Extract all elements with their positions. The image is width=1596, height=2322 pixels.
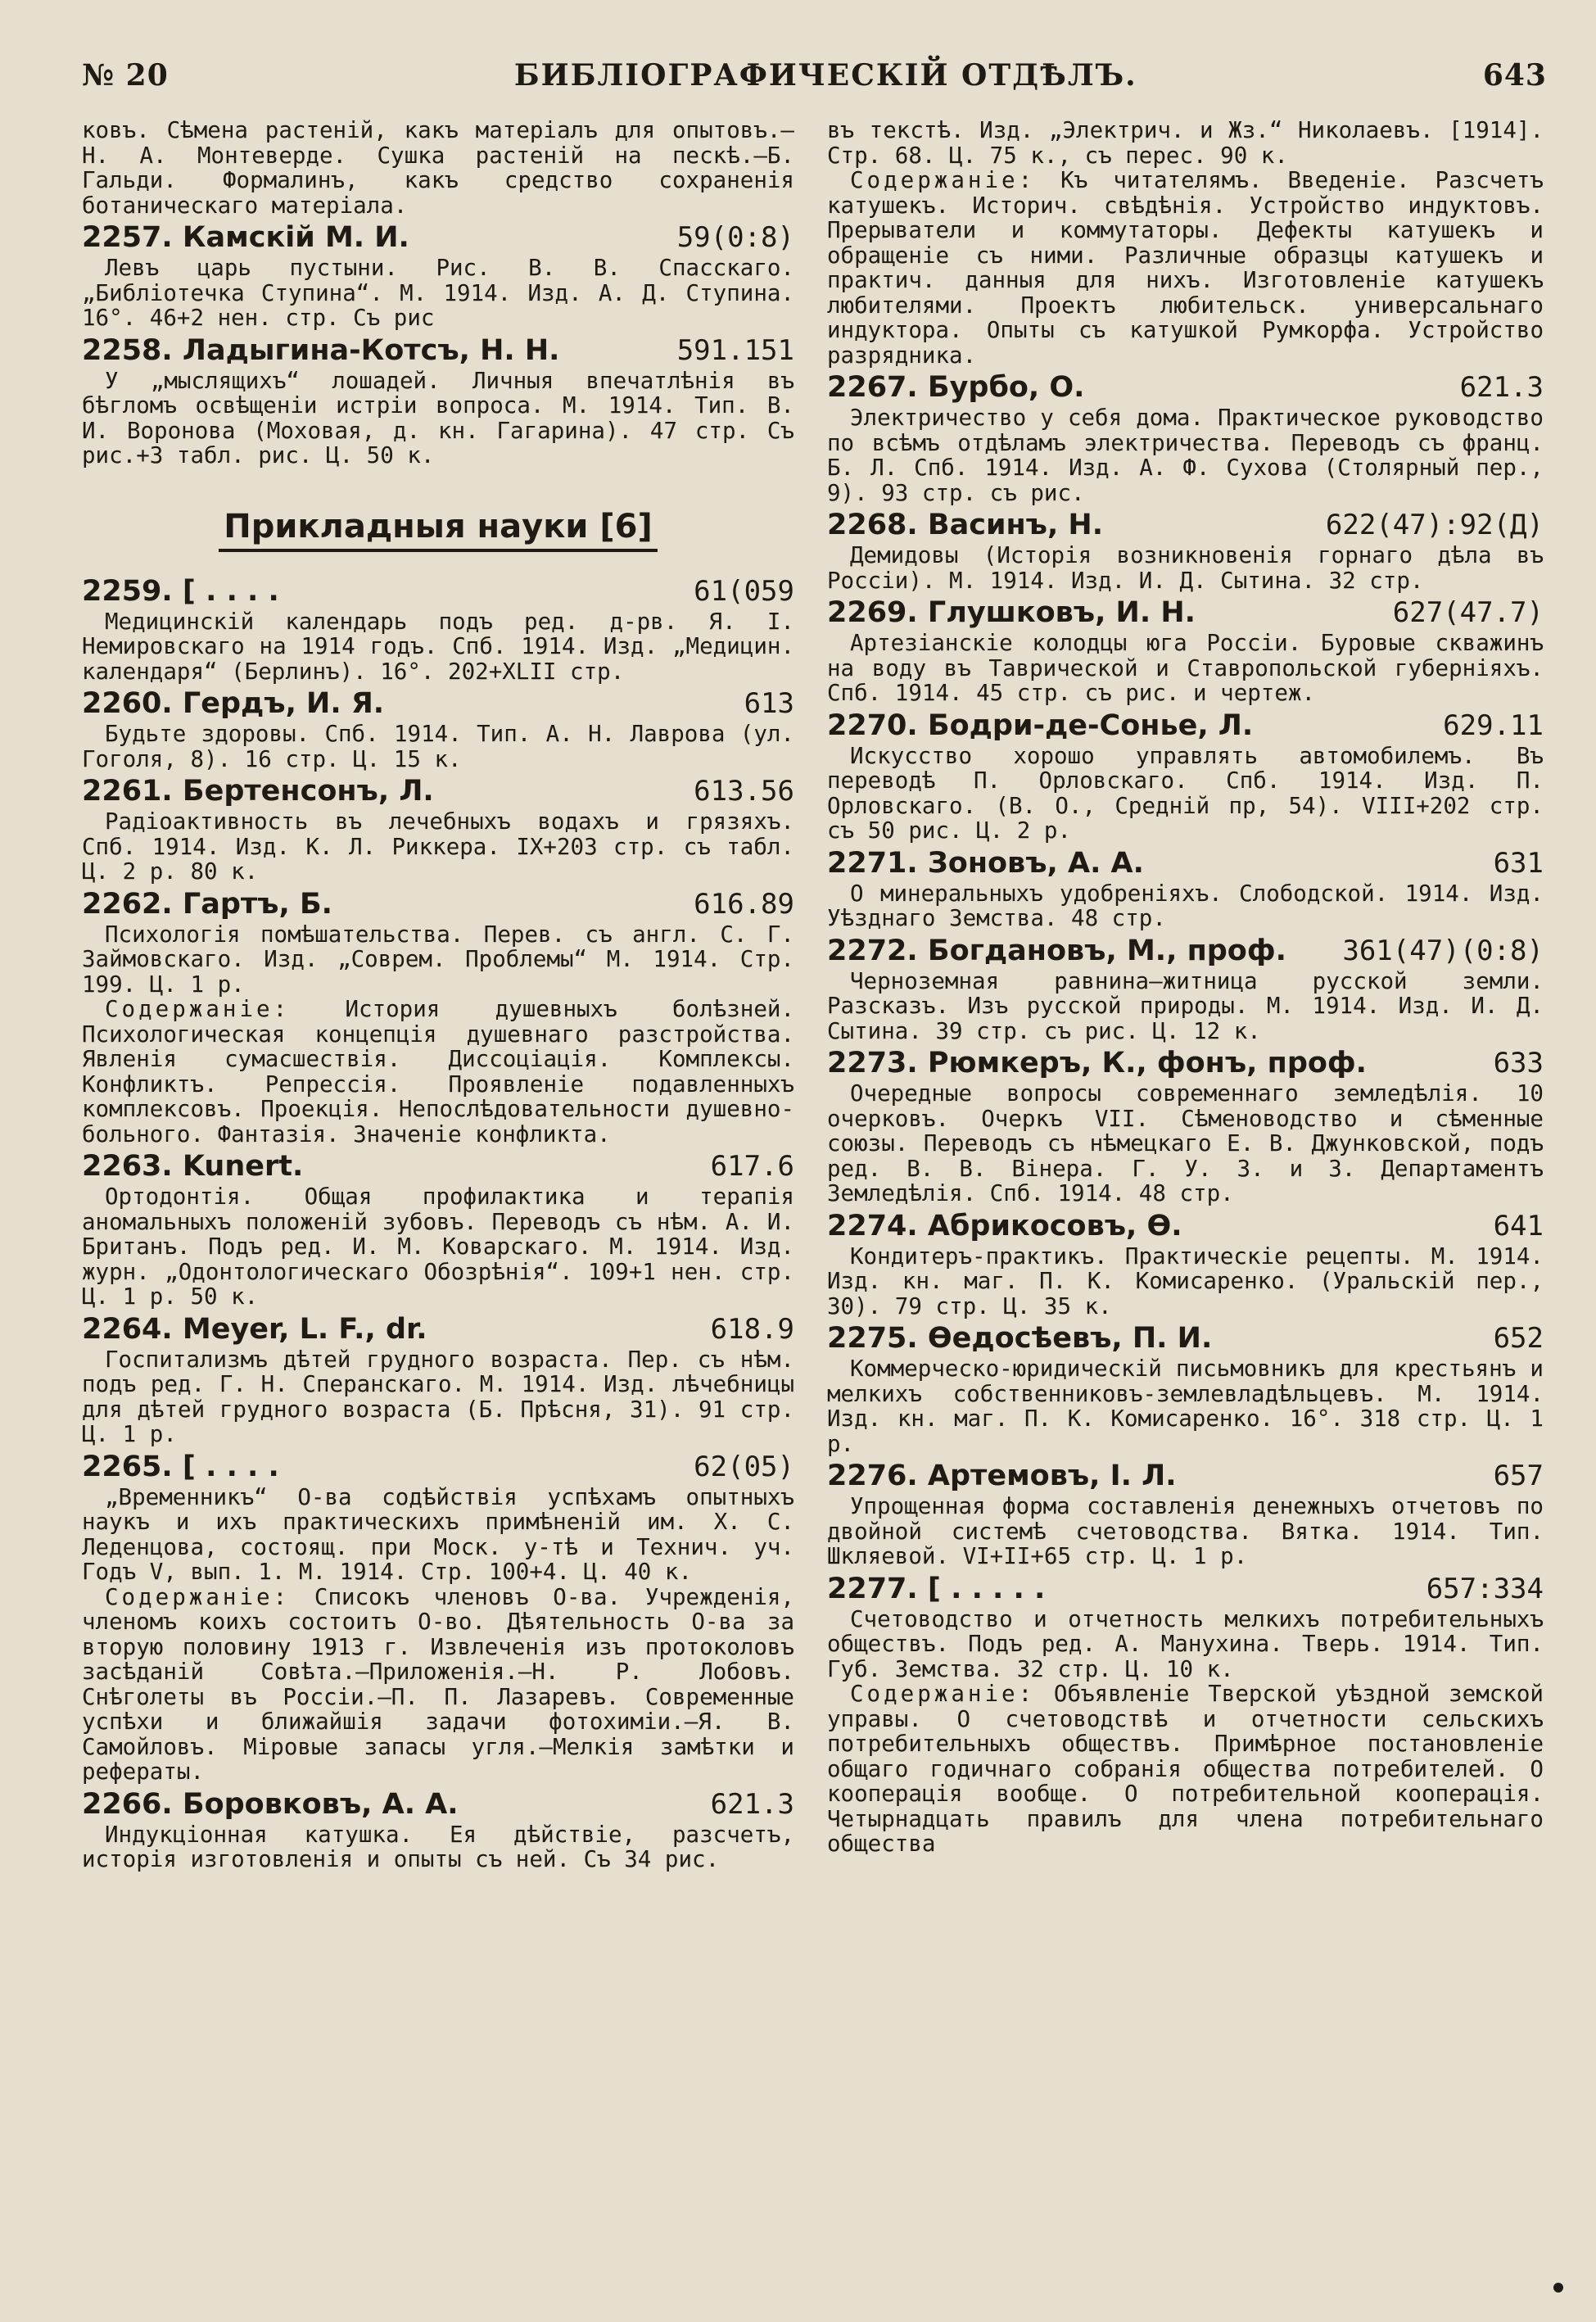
entry-description: Радіоактивность въ лечебныхъ водахъ и грязяхъ. Спб. 1914. Изд. К. Л. Риккера. IX+203 стр. съ табл. Ц. 2 р. 80 к. [82,808,794,885]
entry-description: Черноземная равнина—житница русской земли. Разсказъ. Изъ русской природы. М. 1914. Изд. И. Д. Сытина. 39 стр. съ рис. Ц. 12 к. [827,967,1544,1044]
classification-code: 657:334 [1426,1572,1544,1605]
right-column [827,118,1544,1872]
section-heading-text: Прикладныя науки [6] [219,505,658,552]
entry-number-author [82,1311,427,1347]
two-column-body [82,118,1547,1872]
entry-author: Бертенсонъ, Л. [182,775,434,808]
bibliography-entry [827,933,1544,1044]
entry-heading [82,573,794,609]
entry-description: Коммерческо-юридическій письмовникъ для крестьянъ и мелкихъ собственниковъ-землевладѣльцевъ. М. 1914. Изд. кн. маг. П. К. Комисаренко. 16°. 318 стр. Ц. 1 р. [827,1356,1544,1457]
entry-description: Электричество у себя дома. Практическое руководство по всѣмъ отдѣламъ электричества. Переводъ съ франц. Б. Л. Спб. 1914. Изд. А. Ф. Сухова (Столярный пер., 9). 93 стр. съ рис. [827,405,1544,506]
entry-number: 2258. [82,333,173,367]
bibliography-entry [82,886,794,998]
entry-heading [82,886,794,922]
entry-description: Искусство хорошо управлять автомобилемъ. Въ переводѣ П. Орловскаго. Спб. 1914. Изд. П. Орловскаго. (В. О., Средній пр, 54). VIII+202 стр. съ 50 рис. Ц. 2 р. [827,742,1544,844]
contents-label: Содержаніе: [105,1583,291,1610]
continuation-text: ковъ. Сѣмена растеній, какъ матеріалъ для опытовъ.—Н. А. Монтеверде. Сушка растеній на пескѣ.—Б. Гальди. Формалинъ, какъ средство сохраненія ботаническаго матеріала. [82,117,794,219]
contents-label: Содержаніе: [850,1681,1036,1707]
entry-number: 2267. [827,371,918,404]
classification-code: 633 [1493,1047,1544,1080]
entry-group [82,1148,794,1585]
entry-heading [82,773,794,809]
entry-author: Глушковъ, И. Н. [927,596,1196,629]
contents-label: Содержаніе: [850,167,1036,193]
entry-description: У „мыслящихъ“ лошадей. Личныя впечатлѣнія въ бѣгломъ освѣщеніи истріи вопроса. М. 1914. Тип. В. И. Воронова (Моховая, д. кн. Гагарина). 47 стр. Съ рис.+3 табл. рис. Ц. 50 к. [82,367,794,468]
entry-description: Артезіанскіе колодцы юга Россіи. Буровые скважинъ на воду въ Таврической и Ставропольской губерніяхъ. Спб. 1914. 45 стр. съ рис. и чертеж. [827,630,1544,706]
entry-author: Meyer, L. F., dr. [182,1312,427,1346]
entry-author: Васинъ, Н. [927,509,1104,541]
bibliography-entry [82,1449,794,1585]
contents-paragraph [827,168,1544,368]
entry-heading [827,369,1544,405]
entry-number-author [82,220,409,256]
entry-heading [82,1311,794,1347]
entry-heading [82,1449,794,1485]
classification-code: 616.89 [694,887,794,921]
entry-heading [82,686,794,722]
entry-author: Бодри-де-Сонье, Л. [927,708,1254,742]
entry-number-author [827,708,1253,744]
contents-text: Списокъ членовъ О-ва. Учрежденія, членомъ коихъ состоитъ О-во. Дѣятельность О-ва за вторую половину 1913 г. Извлеченія изъ протоколовъ засѣданій Совѣта.—Приложенія.—Н. Р. Лобовъ. Снѣголеты въ Россіи.—П. П. Лазаревъ. Современные успѣхи и ближайшія задачи фотохиміи.—Я. В. Самойловъ. Міровые запасы угля.—Мелкія замѣтки и рефераты. [82,1583,794,1785]
entry-group [82,1786,794,1872]
entry-author: Ѳедосѣевъ, П. И. [927,1322,1213,1355]
entry-number-author [827,595,1196,631]
entry-heading [827,1208,1544,1244]
entry-number-author [82,886,332,922]
contents-label: Содержаніе: [105,996,291,1022]
classification-code: 617.6 [710,1150,794,1183]
entry-description: Левъ царь пустыни. Рис. В. В. Спасскаго. „Библіотечка Ступина“. М. 1914. Изд. А. Д. Ступина. 16°. 46+2 нен. стр. Съ рис [82,255,794,331]
bibliography-entry [82,333,794,468]
ink-dot-mark [1553,2283,1563,2293]
entry-author: Ладыгина-Котсъ, Н. Н. [182,333,560,367]
entry-heading [827,933,1544,969]
bibliography-entry [827,1571,1544,1682]
entry-number-author [827,1571,1045,1607]
left-column [82,118,794,1872]
entry-number-author [827,845,1144,881]
entry-author: [ . . . . . [927,1572,1046,1605]
classification-code: 629.11 [1443,708,1544,742]
entry-number: 2266. [82,1787,173,1821]
entry-number: 2257. [82,221,173,254]
classification-code: 621.3 [1459,371,1544,404]
bibliography-entry [82,773,794,885]
contents-paragraph [827,1682,1544,1857]
entry-number-author [82,573,279,609]
entry-author: Зоновъ, А. А. [927,846,1144,880]
bibliography-entry [827,1045,1544,1206]
section-heading [82,505,794,552]
entry-number-author [827,1045,1367,1081]
classification-code: 59(0:8) [676,221,794,254]
bibliography-entry [827,708,1544,844]
entry-heading [827,845,1544,881]
entry-number-author [82,686,384,722]
entry-number: 2263. [82,1150,173,1183]
entry-number: 2277. [827,1572,918,1605]
entry-number: 2265. [82,1450,173,1483]
bibliography-entry [82,1311,794,1447]
entry-number: 2274. [827,1209,918,1242]
entry-number-author [827,1458,1177,1494]
entry-heading [82,220,794,256]
bibliography-entry [827,595,1544,706]
entry-number: 2270. [827,708,918,742]
bibliography-entry [827,507,1544,593]
entry-description: О минеральныхъ удобреніяхъ. Слободской. 1914. Изд. Уѣзднаго Земства. 48 стр. [827,880,1544,931]
entry-number-author [827,369,1084,405]
entry-author: Богдановъ, М., проф. [927,934,1286,967]
bibliography-entry [827,1458,1544,1569]
contents-text: Объявленіе Тверской уѣздной земской управы. О счетоводствѣ и отчетности сельскихъ потребительныхъ обществъ. Примѣрное постановленіе общаго годичнаго собранія общества потребителей. О кооперація вообще. О потребительной кооперація. Четырнадцать правилъ для члена потребительнаго общества [827,1681,1544,1857]
bibliography-entry [827,1320,1544,1456]
bibliography-entry [827,1208,1544,1319]
entry-number-author [82,333,559,369]
classification-code: 652 [1493,1322,1544,1355]
contents-paragraph [82,1585,794,1785]
bibliography-entry [82,220,794,331]
entry-description: Очередные вопросы современнаго земледѣлія. 10 очерковъ. Очеркъ VII. Сѣменоводство и сѣменные союзы. Переводъ съ нѣмецкаго Е. В. Джунковской, подъ ред. В. В. Вінера. Г. У. З. и З. Департаментъ Земледѣлія. Спб. 1914. 48 стр. [827,1080,1544,1206]
entry-author: Камскій М. И. [182,221,409,254]
entry-number: 2271. [827,846,918,880]
entry-author: Рюмкеръ, К., фонъ, проф. [927,1047,1367,1080]
entry-number: 2275. [827,1322,918,1355]
bibliography-entry [82,1786,794,1872]
entry-heading [827,708,1544,744]
entry-heading [82,333,794,369]
entry-description: Демидовы (Исторія возникновенія горнаго дѣла въ Россіи). М. 1914. Изд. И. Д. Сытина. 32 стр. [827,542,1544,594]
entry-heading [82,1786,794,1822]
entry-number: 2261. [82,775,173,808]
entry-description: Счетоводство и отчетность мелкихъ потребительныхъ обществъ. Подъ ред. А. Манухина. Тверь. 1914. Тип. Губ. Земства. 32 стр. Ц. 10 к. [827,1605,1544,1682]
classification-code: 641 [1493,1209,1544,1242]
classification-code: 62(05) [694,1450,794,1483]
entry-number-author [82,1449,279,1485]
entry-heading [827,1045,1544,1081]
entry-number: 2262. [82,887,173,921]
classification-code: 61(059 [694,574,794,608]
entry-description: Кондитеръ-практикъ. Практическіе рецепты. М. 1914. Изд. кн. маг. П. К. Комисаренко. (Уральскій пер., 30). 79 стр. Ц. 35 к. [827,1242,1544,1319]
continuation-text: въ текстѣ. Изд. „Электрич. и Жз.“ Николаевъ. [1914]. Стр. 68. Ц. 75 к., съ перес. 90 к. [827,117,1544,169]
entry-number: 2264. [82,1312,173,1346]
entry-number-author [827,507,1103,543]
contents-paragraph [82,997,794,1147]
entry-number-author [827,1208,1182,1244]
entry-group [82,573,794,998]
entry-author: Боровковъ, А. А. [182,1787,459,1821]
entry-author: Гартъ, Б. [182,887,332,921]
entry-description: Медицинскій календарь подъ ред. д-рв. Я. І. Немировскаго на 1914 годъ. Спб. 1914. Изд. „Медицин. календаря“ (Берлинъ). 16°. 202+XLII стр. [82,608,794,685]
entry-number: 2268. [827,509,918,541]
classification-code: 613 [744,687,794,720]
classification-code: 618.9 [710,1312,794,1346]
entry-heading [827,1320,1544,1356]
entry-heading [827,1571,1544,1607]
entry-author: Абрикосовъ, Ѳ. [927,1209,1182,1242]
entry-number-author [82,1148,303,1184]
bibliography-entry [827,369,1544,505]
entry-number: 2276. [827,1460,918,1492]
bibliography-entry [827,845,1544,931]
entry-number-author [827,933,1286,969]
entry-author: Артемовъ, І. Л. [927,1460,1177,1492]
entry-description: Будьте здоровы. Спб. 1914. Тип. А. Н. Лаврова (ул. Гоголя, 8). 16 стр. Ц. 15 к. [82,721,794,772]
entry-number: 2269. [827,596,918,629]
entry-description: Упрощенная форма составленія денежныхъ отчетовъ по двойной системѣ счетоводства. Вятка. 1914. Тип. Шкляевой. VI+II+65 стр. Ц. 1 р. [827,1493,1544,1569]
entry-heading [827,595,1544,631]
entry-heading [827,1458,1544,1494]
entry-description: Индукціонная катушка. Ея дѣйствіе, разсчетъ, исторія изготовленія и опыты съ ней. Съ 34 рис. [82,1821,794,1872]
entry-author: Бурбо, О. [927,371,1085,404]
entry-number-author [827,1320,1212,1356]
classification-code: 621.3 [710,1787,794,1821]
entry-number: 2260. [82,687,173,720]
entry-description: Психологія помѣшательства. Перев. съ англ. С. Г. Займовскаго. Изд. „Соврем. Проблемы“ М. 1914. Стр. 199. Ц. 1 р. [82,921,794,998]
classification-code: 361(47)(0:8) [1342,934,1544,967]
entry-number-author [82,773,434,809]
entry-number: 2259. [82,574,173,608]
entry-heading [82,1148,794,1184]
entry-number-author [82,1786,459,1822]
classification-code: 591.151 [676,333,794,367]
classification-code: 622(47):92(Д) [1325,509,1544,541]
entry-heading [827,507,1544,543]
entry-group [82,220,794,468]
running-head [82,57,1547,100]
classification-code: 627(47.7) [1392,596,1544,629]
entry-group [827,369,1544,1682]
entry-author: [ . . . . [182,1450,279,1483]
issue-number: № 20 [82,58,169,93]
entry-description: „Временникъ“ О-ва содѣйствія успѣхамъ опытныхъ наукъ и ихъ практическихъ примѣненій им. Х. С. Леденцова, состоящ. при Моск. у-тѣ и Технич. уч. Годъ V, вып. 1. М. 1914. Стр. 100+4. Ц. 40 к. [82,1483,794,1585]
page-number: 643 [1482,58,1547,93]
contents-text: История душевныхъ болѣзней. Психологическая концепція душевнаго разстройства. Явленія сумасшествія. Диссоціація. Комплексы. Конфликтъ. Репрессія. Проявленіе подавленныхъ комплексовъ. Проекція. Непослѣдовательности душевно-больного. Фантазія. Значеніе конфликта. [82,996,794,1147]
entry-description: Ортодонтія. Общая профилактика и терапія аномальныхъ положеній зубовъ. Переводъ съ нѣм. А. И. Британъ. Подъ ред. И. М. Коварскаго. М. 1914. Изд. журн. „Одонтологическаго Обозрѣнія“. 109+1 нен. стр. Ц. 1 р. 50 к. [82,1184,794,1310]
entry-number: 2272. [827,934,918,967]
bibliography-entry [82,686,794,772]
bibliography-entry [82,573,794,685]
entry-author: Гердъ, И. Я. [182,687,385,720]
entry-author: Kunert. [182,1150,304,1183]
entry-number: 2273. [827,1047,918,1080]
classification-code: 631 [1493,846,1544,880]
entry-description: Госпитализмъ дѣтей грудного возраста. Пер. съ нѣм. подъ ред. Г. Н. Сперанскаго. М. 1914. Изд. лѣчебницы для дѣтей грудного возраста (Б. Прѣсня, 31). 91 стр. Ц. 1 р. [82,1346,794,1447]
section-header-title: БИБЛІОГРАФИЧЕСКІЙ ОТДѢЛЪ. [513,58,1137,93]
classification-code: 613.56 [694,775,794,808]
contents-text: Къ читателямъ. Введеніе. Разсчетъ катушекъ. Историч. свѣдѣнія. Устройство индуктовъ. Прерыватели и коммутаторы. Дефекты катушекъ и обращеніе съ ними. Различные образцы катушекъ и практич. данныя для нихъ. Изготовленіе катушекъ любителями. Проектъ любительск. универсальнаго индуктора. Опыты съ катушкой Румкорфа. Устройство разрядника. [827,167,1544,369]
bibliography-entry [82,1148,794,1310]
entry-author: [ . . . . [182,574,279,608]
classification-code: 657 [1493,1460,1544,1492]
